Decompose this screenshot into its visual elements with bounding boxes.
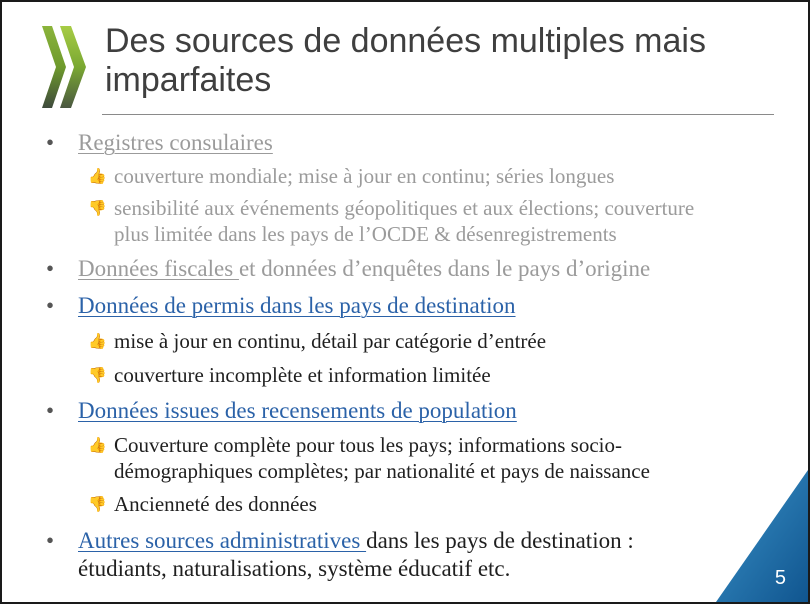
thumbs-down-icon: 👎 — [88, 368, 107, 384]
page-number: 5 — [774, 567, 786, 589]
bullet-text: étudiants, naturalisations, système éducatif etc. — [78, 556, 511, 581]
bullet-autres-sources — [2, 527, 808, 583]
thumbs-up-icon: 👍 — [88, 169, 107, 185]
sub-bullet-text: couverture incomplète et information limitée — [114, 363, 491, 387]
sub-bullet — [2, 163, 808, 189]
bullet-recensements — [2, 397, 808, 425]
sub-bullet — [2, 491, 808, 517]
bullet-text: dans les pays de destination : — [366, 528, 634, 553]
thumbs-down-icon: 👎 — [88, 201, 107, 217]
bullet-dot-icon: • — [46, 528, 55, 553]
bullet-dot-icon: • — [46, 293, 55, 318]
bullet-donnees-fiscales — [2, 255, 808, 283]
bullet-link-recensements[interactable]: Données issues des recensements de population — [78, 398, 517, 423]
bullet-link-fiscales[interactable]: Données fiscales — [78, 256, 239, 281]
sub-bullet-text: Couverture complète pour tous les pays; informations socio- — [114, 433, 622, 457]
title-divider — [102, 114, 774, 115]
sub-bullet-text: sensibilité aux événements géopolitiques et aux élections; couverture — [114, 196, 695, 220]
thumbs-up-icon: 👍 — [88, 438, 107, 454]
sub-bullet-text: mise à jour en continu, détail par catégorie d’entrée — [114, 329, 547, 353]
bullet-text: et données d’enquêtes dans le pays d’origine — [238, 256, 651, 281]
sub-bullet-text: démographiques complètes; par nationalité et pays de naissance — [114, 459, 650, 483]
bullet-donnees-permis — [2, 292, 808, 320]
oecd-logo-icon — [40, 24, 88, 110]
sub-bullet — [2, 195, 808, 247]
sub-bullet — [2, 362, 808, 388]
sub-bullet — [2, 328, 808, 354]
sub-bullet-text: plus limitée dans les pays de l’OCDE & désenregistrements — [114, 222, 617, 246]
title-line-1: Des sources de données multiples mais — [105, 22, 706, 60]
bullet-link-registres[interactable]: Registres consulaires — [78, 130, 273, 155]
bullet-dot-icon: • — [46, 130, 55, 155]
thumbs-down-icon: 👎 — [88, 497, 107, 513]
bullet-link-permis[interactable]: Données de permis dans les pays de destination — [78, 293, 516, 318]
bullet-dot-icon: • — [46, 256, 55, 281]
bullet-link-autres[interactable]: Autres sources administratives — [78, 528, 367, 553]
bullet-list — [2, 126, 808, 583]
sub-bullet-text: couverture mondiale; mise à jour en continu; séries longues — [114, 164, 615, 188]
sub-bullet — [2, 432, 808, 484]
title-line-2: imparfaites — [105, 61, 272, 99]
corner-triangle-decoration — [716, 470, 808, 602]
thumbs-up-icon: 👍 — [88, 334, 107, 350]
sub-bullet-text: Ancienneté des données — [114, 492, 317, 516]
bullet-registres-consulaires — [2, 129, 808, 157]
slide-title — [105, 22, 785, 100]
bullet-dot-icon: • — [46, 398, 55, 423]
